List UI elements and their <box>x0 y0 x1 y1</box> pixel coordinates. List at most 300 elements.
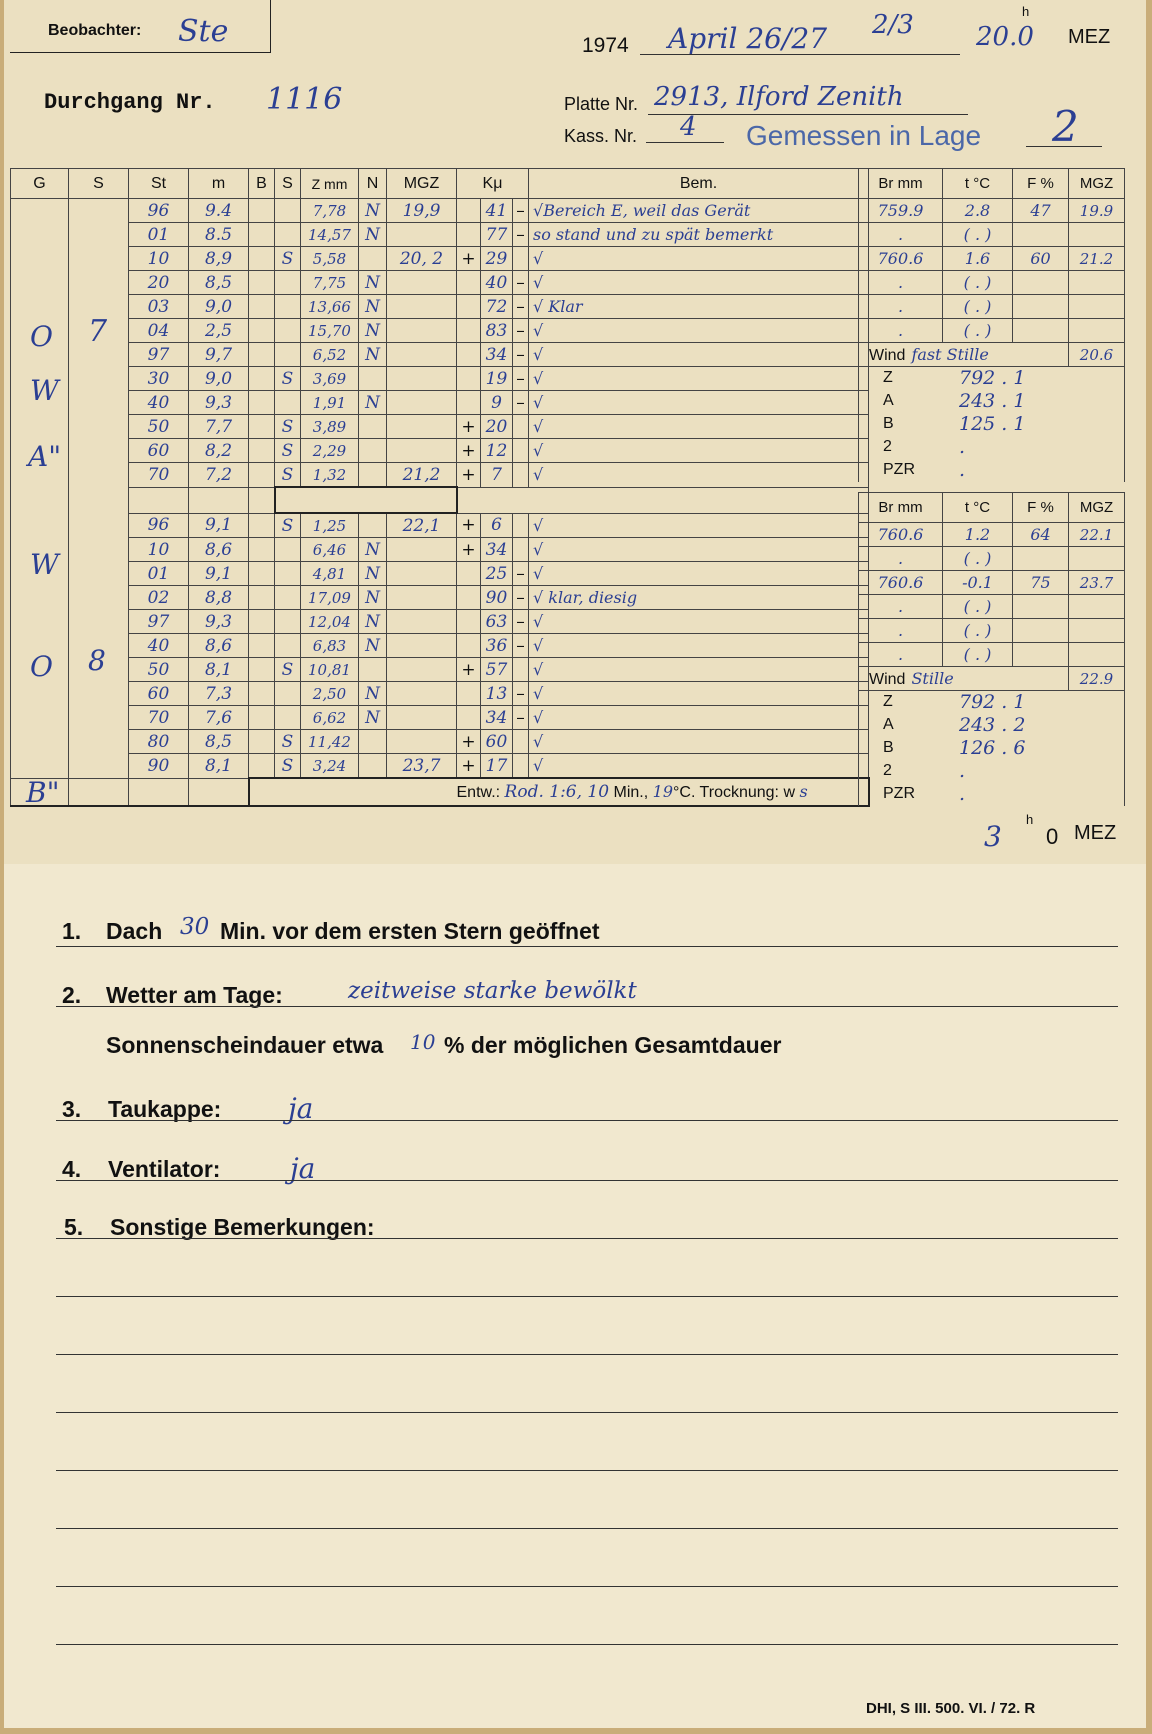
col-mgz: MGZ <box>387 169 457 199</box>
blank-line-1 <box>56 1296 1118 1297</box>
end-time-min: 0 <box>1046 824 1059 849</box>
m-cell: 9,3 <box>189 391 249 415</box>
side-row <box>859 595 1125 619</box>
side-b-cell: 760.6 <box>859 523 943 547</box>
s2-cell: S <box>275 754 301 779</box>
st-cell: 50 <box>129 415 189 439</box>
st-cell: 97 <box>129 343 189 367</box>
lage-value: 2 <box>1052 102 1079 151</box>
s2-cell: S <box>275 367 301 391</box>
mgz-cell <box>387 391 457 415</box>
g-cell <box>11 271 69 295</box>
bem-cell: √ <box>529 610 869 634</box>
b-cell <box>249 391 275 415</box>
n-cell: N <box>359 343 387 367</box>
wind-label: Wind <box>869 670 906 688</box>
n-cell <box>359 415 387 439</box>
z-cell: 6,46 <box>301 538 359 562</box>
k-value-cell: 41 <box>481 199 513 223</box>
q2-value: zeitweise starke bewölkt <box>348 978 637 1004</box>
blank-line-4 <box>56 1470 1118 1471</box>
s2-cell <box>275 295 301 319</box>
s2-cell: S <box>275 730 301 754</box>
m-cell: 8,5 <box>189 271 249 295</box>
z-cell: 4,81 <box>301 562 359 586</box>
k-sign-cell <box>457 562 481 586</box>
st-cell: 03 <box>129 295 189 319</box>
zab-value: 126 . 6 <box>959 737 1026 759</box>
k-sign-cell: + <box>457 658 481 682</box>
side-t-cell: ( . ) <box>943 223 1013 247</box>
k-sign-cell: + <box>457 247 481 271</box>
side-row <box>859 295 1125 319</box>
g-mark: A" <box>28 440 62 473</box>
wind-mgz-cell: 20.6 <box>1069 343 1125 367</box>
n-cell <box>359 658 387 682</box>
side-f-cell: 47 <box>1013 199 1069 223</box>
mgz-cell <box>387 634 457 658</box>
kass-value: 4 <box>680 112 697 142</box>
k-value-cell: 57 <box>481 658 513 682</box>
side-b-cell: . <box>859 547 943 571</box>
s-cell <box>69 223 129 247</box>
side-b-cell: 759.9 <box>859 199 943 223</box>
mgz-cell <box>387 538 457 562</box>
b-cell <box>249 463 275 488</box>
entw-min-label: Min., <box>613 784 649 801</box>
side-f-cell: 75 <box>1013 571 1069 595</box>
mgz-cell: 21,2 <box>387 463 457 488</box>
side-b-cell: . <box>859 619 943 643</box>
k-sign-cell: + <box>457 415 481 439</box>
blank-line-2 <box>56 1354 1118 1355</box>
st-cell: 97 <box>129 610 189 634</box>
q2-label: Wetter am Tage: <box>106 982 283 1008</box>
n-cell: N <box>359 295 387 319</box>
k-suffix-cell: – <box>513 199 529 223</box>
bem-cell: √ <box>529 706 869 730</box>
m-cell: 8,1 <box>189 754 249 779</box>
z-cell: 1,25 <box>301 513 359 538</box>
st-cell: 20 <box>129 271 189 295</box>
col-s: S <box>69 169 129 199</box>
k-value-cell: 40 <box>481 271 513 295</box>
k-suffix-cell: – <box>513 367 529 391</box>
s-cell <box>69 199 129 223</box>
n-cell: N <box>359 538 387 562</box>
mgz-cell: 22,1 <box>387 513 457 538</box>
b-cell <box>249 562 275 586</box>
k-value-cell: 6 <box>481 513 513 538</box>
side-t-cell: ( . ) <box>943 271 1013 295</box>
table-row <box>11 199 869 223</box>
table-row <box>11 319 869 343</box>
st-cell: 40 <box>129 391 189 415</box>
end-time-value: 3 <box>984 820 1002 853</box>
lage-label: Gemessen in Lage <box>746 120 982 151</box>
k-value-cell: 7 <box>481 463 513 488</box>
m-cell: 9,1 <box>189 562 249 586</box>
m-cell: 8,9 <box>189 247 249 271</box>
k-value-cell: 60 <box>481 730 513 754</box>
m-cell: 9,0 <box>189 295 249 319</box>
side-table-2 <box>858 492 1125 806</box>
st-cell: 60 <box>129 682 189 706</box>
side-t-cell: ( . ) <box>943 319 1013 343</box>
z-cell: 6,52 <box>301 343 359 367</box>
k-value-cell: 29 <box>481 247 513 271</box>
z-cell: 3,69 <box>301 367 359 391</box>
side-b-cell: . <box>859 295 943 319</box>
zab-label: B <box>883 415 894 432</box>
line-q4 <box>56 1180 1118 1181</box>
b-cell <box>249 367 275 391</box>
mgz-cell <box>387 319 457 343</box>
s2-cell <box>275 586 301 610</box>
time-value: 20.0 <box>976 22 1034 52</box>
side-mgz-cell: 22.1 <box>1069 523 1125 547</box>
s2-cell <box>275 223 301 247</box>
z-cell: 2,50 <box>301 682 359 706</box>
g-mark: B" <box>26 776 60 809</box>
k-value-cell: 19 <box>481 367 513 391</box>
side-mgz-cell <box>1069 295 1125 319</box>
zab-label: Z <box>883 369 893 386</box>
side-f-cell: 60 <box>1013 247 1069 271</box>
col-n: N <box>359 169 387 199</box>
g-cell <box>11 682 69 706</box>
n-cell: N <box>359 586 387 610</box>
col-m: m <box>189 169 249 199</box>
z-cell: 5,58 <box>301 247 359 271</box>
side-mgz-cell <box>1069 547 1125 571</box>
side-b-cell: 760.6 <box>859 247 943 271</box>
k-value-cell: 12 <box>481 439 513 463</box>
s-cell <box>69 247 129 271</box>
wind-label: Wind <box>869 346 906 364</box>
date-suffix: 2/3 <box>872 10 914 40</box>
b-cell <box>249 319 275 343</box>
s2-cell <box>275 706 301 730</box>
side-row <box>859 223 1125 247</box>
col-bem: Bem. <box>529 169 869 199</box>
observation-table <box>10 168 870 807</box>
q2b-value: 10 <box>410 1030 436 1054</box>
side-b-cell: . <box>859 223 943 247</box>
col-z: Z mm <box>301 169 359 199</box>
side-header-cell: MGZ <box>1069 169 1125 199</box>
g-cell <box>11 754 69 779</box>
b-cell <box>249 634 275 658</box>
date-underline <box>640 54 960 55</box>
side-b-cell: 760.6 <box>859 571 943 595</box>
st-cell: 80 <box>129 730 189 754</box>
k-value-cell: 17 <box>481 754 513 779</box>
zab-label: PZR <box>883 785 915 802</box>
st-cell: 01 <box>129 562 189 586</box>
k-value-cell: 72 <box>481 295 513 319</box>
k-suffix-cell <box>513 415 529 439</box>
st-cell: 30 <box>129 367 189 391</box>
table-row <box>11 223 869 247</box>
table-row <box>11 682 869 706</box>
k-sign-cell: + <box>457 513 481 538</box>
time-h: h <box>1022 4 1030 19</box>
m-cell: 8,8 <box>189 586 249 610</box>
zab-cell <box>859 390 1125 413</box>
zab-cell <box>859 714 1125 737</box>
s-mark: 8 <box>88 644 106 677</box>
k-sign-cell: + <box>457 754 481 779</box>
k-sign-cell <box>457 295 481 319</box>
col-s2: S <box>275 169 301 199</box>
k-suffix-cell: – <box>513 319 529 343</box>
z-cell: 13,66 <box>301 295 359 319</box>
durchgang-value: 1116 <box>266 82 343 117</box>
q3-label: Taukappe: <box>108 1096 222 1122</box>
s-cell <box>69 706 129 730</box>
bem-cell: √ klar, diesig <box>529 586 869 610</box>
bem-cell: √ <box>529 538 869 562</box>
m-cell: 8.5 <box>189 223 249 247</box>
table-row <box>11 295 869 319</box>
side-mgz-cell <box>1069 619 1125 643</box>
b-cell <box>249 271 275 295</box>
k-suffix-cell <box>513 463 529 488</box>
col-st: St <box>129 169 189 199</box>
q5-num: 5. <box>64 1214 84 1240</box>
b-cell <box>249 439 275 463</box>
k-sign-cell: + <box>457 439 481 463</box>
n-cell <box>359 730 387 754</box>
g-mark: W <box>30 548 59 581</box>
side-f-cell <box>1013 619 1069 643</box>
side-header-cell: MGZ <box>1069 493 1125 523</box>
b-cell <box>249 730 275 754</box>
g-cell <box>11 586 69 610</box>
zab-cell <box>859 691 1125 715</box>
table-row <box>11 658 869 682</box>
s-cell <box>69 682 129 706</box>
k-value-cell: 9 <box>481 391 513 415</box>
k-sign-cell <box>457 367 481 391</box>
q4-label: Ventilator: <box>108 1156 221 1182</box>
table-row <box>11 610 869 634</box>
k-value-cell: 36 <box>481 634 513 658</box>
st-cell: 01 <box>129 223 189 247</box>
g-mark: O <box>30 650 53 683</box>
k-sign-cell: + <box>457 538 481 562</box>
wind-value: Stille <box>911 668 954 688</box>
zab-value: . <box>959 760 966 782</box>
wind-cell <box>859 667 1069 691</box>
st-cell: 70 <box>129 706 189 730</box>
side-mgz-cell <box>1069 595 1125 619</box>
s2-cell <box>275 343 301 367</box>
side-row <box>859 199 1125 223</box>
mgz-cell <box>387 271 457 295</box>
g-cell <box>11 730 69 754</box>
zab-cell <box>859 413 1125 436</box>
z-cell: 3,89 <box>301 415 359 439</box>
m-cell: 9,0 <box>189 367 249 391</box>
side-b-cell: . <box>859 595 943 619</box>
side-f-cell <box>1013 295 1069 319</box>
beobachter-value: Ste <box>178 14 229 49</box>
table-row <box>11 730 869 754</box>
bem-cell: √ <box>529 271 869 295</box>
wind-mgz-cell: 22.9 <box>1069 667 1125 691</box>
g-cell <box>11 513 69 538</box>
b-cell <box>249 295 275 319</box>
k-suffix-cell <box>513 658 529 682</box>
b-cell <box>249 682 275 706</box>
kass-label: Kass. Nr. <box>564 126 638 146</box>
side-t-cell: ( . ) <box>943 619 1013 643</box>
q2b-post: % der möglichen Gesamtdauer <box>444 1032 782 1058</box>
bem-cell: √ <box>529 634 869 658</box>
s-cell <box>69 538 129 562</box>
zab-label: 2 <box>883 762 892 779</box>
z-cell: 1,32 <box>301 463 359 488</box>
side-row <box>859 523 1125 547</box>
table-row <box>11 634 869 658</box>
side-mgz-cell: 21.2 <box>1069 247 1125 271</box>
date-value: April 26/27 <box>668 22 828 55</box>
bem-cell: √ <box>529 367 869 391</box>
side-t-cell: 2.8 <box>943 199 1013 223</box>
side-t-cell: ( . ) <box>943 295 1013 319</box>
bem-cell: √ <box>529 562 869 586</box>
entw-temp-label: °C. Trocknung: w <box>673 784 795 801</box>
s2-cell: S <box>275 513 301 538</box>
g-cell <box>11 199 69 223</box>
q1-value: 30 <box>180 914 210 940</box>
table-row <box>11 562 869 586</box>
m-cell: 2,5 <box>189 319 249 343</box>
zab-value: 792 . 1 <box>959 691 1026 713</box>
side-t-cell: 1.6 <box>943 247 1013 271</box>
g-cell <box>11 706 69 730</box>
s2-cell <box>275 271 301 295</box>
st-cell: 02 <box>129 586 189 610</box>
b-cell <box>249 223 275 247</box>
side-f-cell <box>1013 223 1069 247</box>
side-row <box>859 643 1125 667</box>
zab-label: 2 <box>883 438 892 455</box>
n-cell <box>359 754 387 779</box>
b-cell <box>249 247 275 271</box>
mgz-cell <box>387 682 457 706</box>
side-mgz-cell: 19.9 <box>1069 199 1125 223</box>
st-cell: 10 <box>129 247 189 271</box>
bem-cell: √ <box>529 439 869 463</box>
q1-post: Min. vor dem ersten Stern geöffnet <box>220 918 600 944</box>
bem-cell: √Bereich E, weil das Gerät <box>529 199 869 223</box>
zab-label: A <box>883 392 894 409</box>
m-cell: 9.4 <box>189 199 249 223</box>
bem-cell: √ <box>529 415 869 439</box>
k-suffix-cell: – <box>513 610 529 634</box>
wind-cell <box>859 343 1069 367</box>
zab-label: B <box>883 739 894 756</box>
col-b: B <box>249 169 275 199</box>
z-cell: 10,81 <box>301 658 359 682</box>
n-cell: N <box>359 199 387 223</box>
b-cell <box>249 610 275 634</box>
b-cell <box>249 586 275 610</box>
s-cell <box>69 586 129 610</box>
mgz-cell <box>387 343 457 367</box>
s2-cell: S <box>275 247 301 271</box>
s2-cell: S <box>275 415 301 439</box>
beobachter-label: Beobachter: <box>48 22 142 39</box>
s2-cell <box>275 538 301 562</box>
mgz-cell <box>387 610 457 634</box>
m-cell: 7,6 <box>189 706 249 730</box>
st-cell: 70 <box>129 463 189 488</box>
b-cell <box>249 754 275 779</box>
z-cell: 6,62 <box>301 706 359 730</box>
s2-cell: S <box>275 439 301 463</box>
end-time-unit: MEZ <box>1074 822 1117 844</box>
s2-cell: S <box>275 463 301 488</box>
k-suffix-cell: – <box>513 682 529 706</box>
line-q3 <box>56 1120 1118 1121</box>
k-sign-cell <box>457 223 481 247</box>
side-f-cell <box>1013 319 1069 343</box>
k-suffix-cell <box>513 247 529 271</box>
side-f-cell <box>1013 271 1069 295</box>
side-table-1 <box>858 168 1125 482</box>
k-suffix-cell: – <box>513 223 529 247</box>
b-cell <box>249 706 275 730</box>
q3-num: 3. <box>62 1096 82 1122</box>
z-cell: 11,42 <box>301 730 359 754</box>
block-separator <box>11 487 869 513</box>
zab-cell <box>859 783 1125 806</box>
s2-cell <box>275 682 301 706</box>
k-value-cell: 25 <box>481 562 513 586</box>
side-f-cell: 64 <box>1013 523 1069 547</box>
n-cell <box>359 439 387 463</box>
table-row <box>11 754 869 779</box>
k-value-cell: 13 <box>481 682 513 706</box>
m-cell: 7,2 <box>189 463 249 488</box>
kass-underline <box>646 142 724 143</box>
n-cell <box>359 513 387 538</box>
year-label: 1974 <box>582 34 629 57</box>
zab-cell <box>859 459 1125 482</box>
n-cell <box>359 247 387 271</box>
g-mark: W <box>30 374 59 407</box>
k-value-cell: 20 <box>481 415 513 439</box>
line-q1 <box>56 946 1118 947</box>
n-cell: N <box>359 271 387 295</box>
zab-value: 243 . 1 <box>959 390 1026 412</box>
side-b-cell: . <box>859 643 943 667</box>
k-suffix-cell: – <box>513 586 529 610</box>
s2-cell <box>275 199 301 223</box>
zab-label: Z <box>883 693 893 710</box>
s2-cell <box>275 391 301 415</box>
bem-cell: √ <box>529 682 869 706</box>
k-value-cell: 83 <box>481 319 513 343</box>
platte-value: 2913, Ilford Zenith <box>654 82 904 112</box>
zab-cell <box>859 436 1125 459</box>
side-b-cell: . <box>859 271 943 295</box>
side-f-cell <box>1013 547 1069 571</box>
